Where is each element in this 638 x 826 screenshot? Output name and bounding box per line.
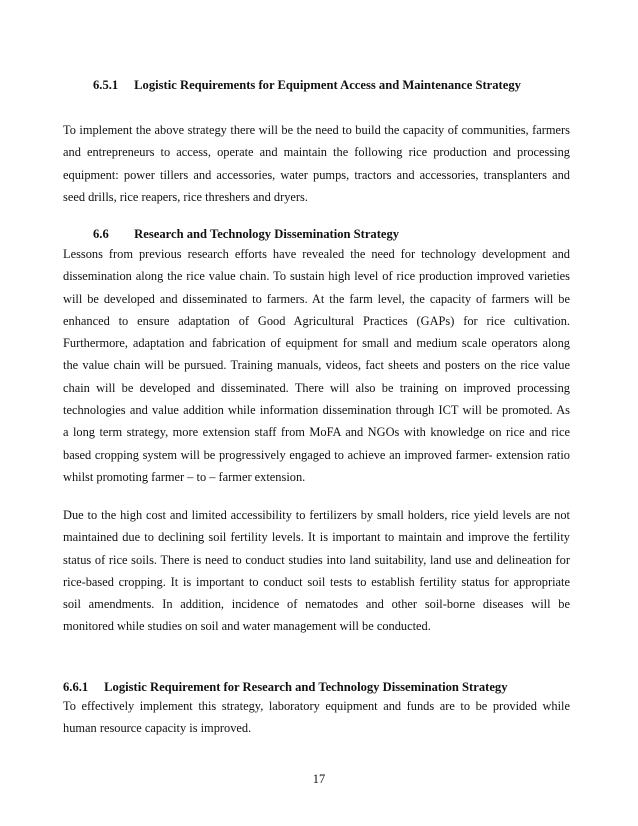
text-line: rice-based cropping. It is important to conduct soil tests to establish fertility status for appropriate <box>63 574 570 589</box>
text-line: Lessons from previous research efforts have revealed the need for technology development and <box>63 247 570 261</box>
text-line: will be developed and disseminated to farmers. At the farm level, the capacity of farmers will be <box>63 291 570 306</box>
text-line: based cropping system will be progressively engaged to achieve an improved farmer- extension ratio <box>63 447 570 462</box>
text-line: a long term strategy, more extension staff from MoFA and NGOs with knowledge on rice and rice <box>63 425 570 440</box>
text-line: Due to the high cost and limited accessibility to fertilizers by small holders, rice yield levels are not <box>63 508 570 522</box>
text-line: maintained due to declining soil fertility levels. It is important to maintain and improve the fertility <box>63 530 570 545</box>
text-line: technologies and value addition while information dissemination through ICT will be promoted. As <box>63 403 570 418</box>
section-title: Research and Technology Dissemination Strategy <box>134 227 400 241</box>
text-line: soil amendments. In addition, incidence of nematodes and other soil-borne diseases will be <box>63 597 570 612</box>
page-number: 17 <box>312 772 326 786</box>
section-6-6-heading <box>93 227 399 242</box>
section-number: 6.6 <box>93 227 109 241</box>
text-line: whilst promoting farmer – to – farmer extension. <box>63 469 306 484</box>
section-title: Logistic Requirements for Equipment Access and Maintenance Strategy <box>134 78 521 92</box>
section-6-5-1-heading <box>93 78 521 93</box>
paragraph-research-dissemination <box>63 243 570 488</box>
text-line: monitored while studies on soil and water management will be conducted. <box>63 619 431 634</box>
text-line: Furthermore, adaptation and fabrication of equipment for small and medium scale operators along <box>63 336 570 351</box>
section-title: Logistic Requirement for Research and Technology Dissemination Strategy <box>104 680 508 694</box>
text-line: chain will be developed and disseminated. There will also be training on improved processing <box>63 380 570 395</box>
text-line: To implement the above strategy there will be the need to build the capacity of communities, farmers <box>63 123 570 137</box>
text-line: status of rice soils. There is need to conduct studies into land suitability, land use and delineation for <box>63 552 570 567</box>
text-line: To effectively implement this strategy, laboratory equipment and funds are to be provided while <box>63 699 570 713</box>
text-line: and entrepreneurs to access, operate and maintain the following rice production and processing <box>63 145 570 160</box>
section-6-6-1-heading <box>63 680 508 695</box>
paragraph-equipment-capacity <box>63 119 570 208</box>
text-line: enhanced to ensure adaptation of Good Agricultural Practices (GAPs) for rice cultivation. <box>63 313 570 328</box>
paragraph-soil-fertility <box>63 504 570 638</box>
text-line: dissemination along the rice value chain. To sustain high level of rice production improved varieties <box>63 269 570 284</box>
section-number: 6.5.1 <box>93 78 119 92</box>
text-line: seed drills, rice reapers, rice threshers and dryers. <box>63 189 308 204</box>
text-line: equipment: power tillers and accessories, water pumps, tractors and accessories, transplanters and <box>63 167 570 182</box>
text-line: the value chain will be pursued. Training manuals, videos, fact sheets and posters on the rice value <box>63 358 570 373</box>
paragraph-research-logistics <box>63 695 570 740</box>
section-number: 6.6.1 <box>63 680 89 694</box>
text-line: human resource capacity is improved. <box>63 721 252 736</box>
